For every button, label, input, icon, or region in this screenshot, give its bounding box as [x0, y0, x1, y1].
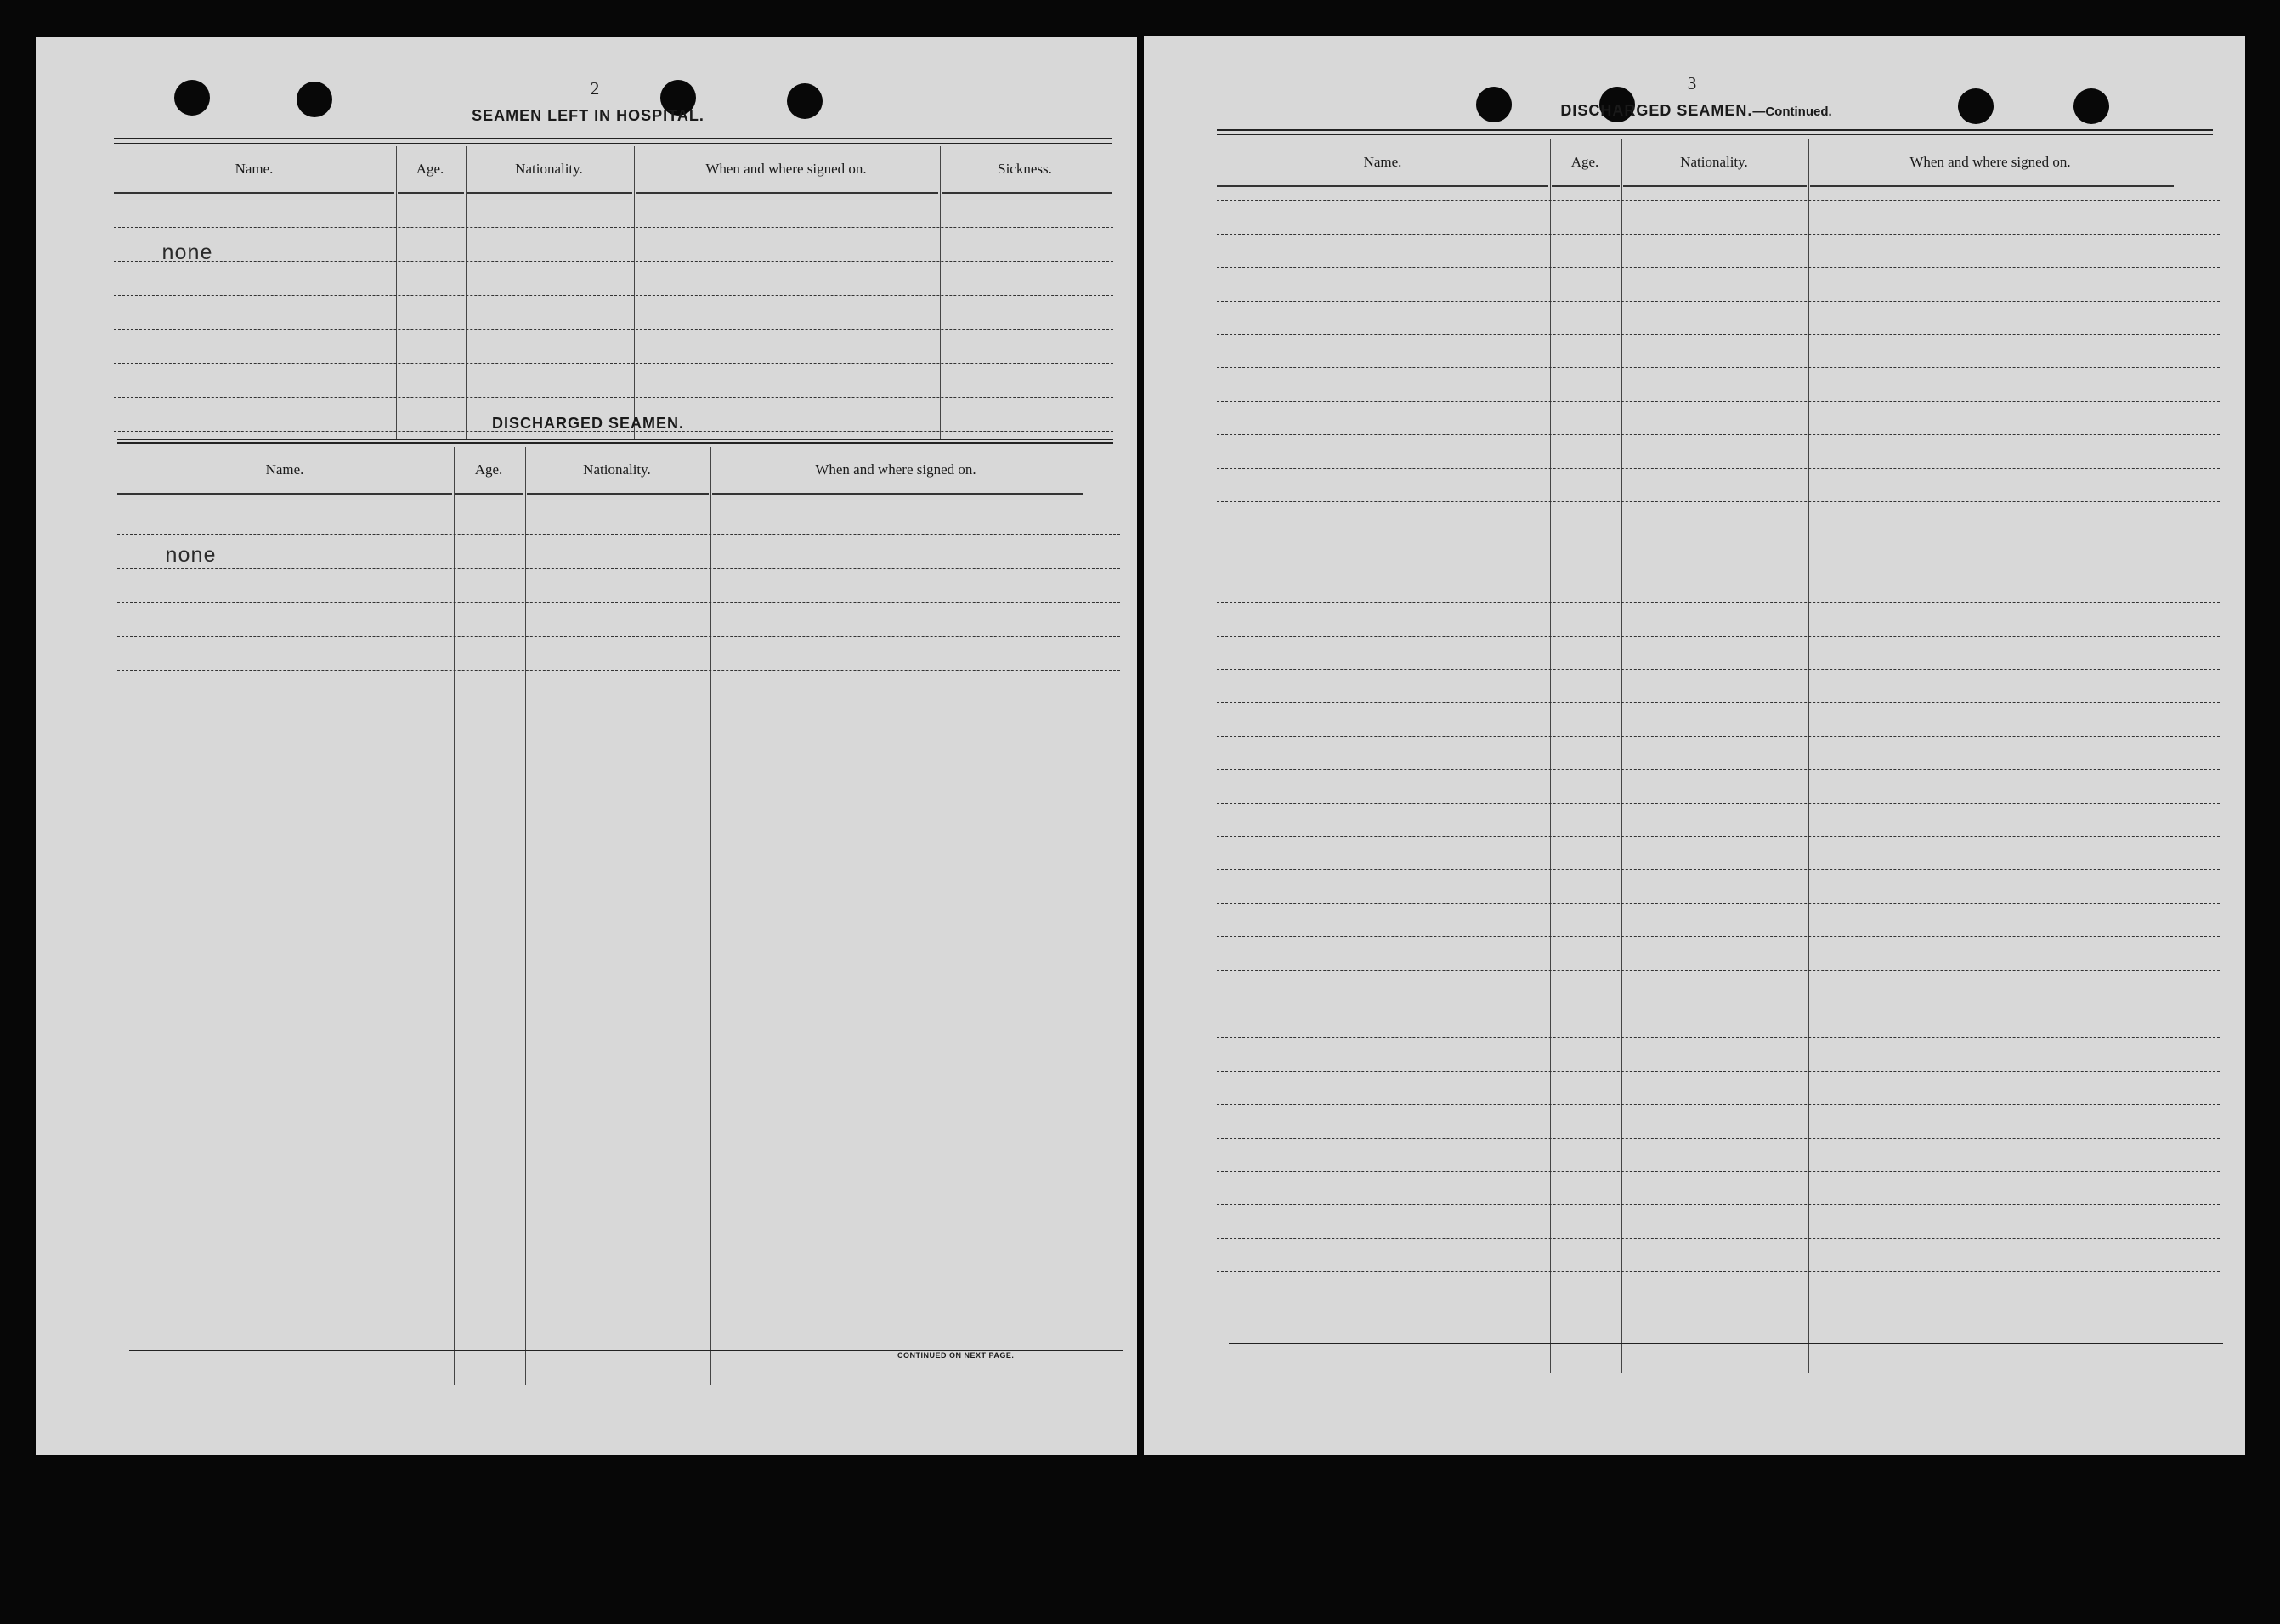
dashed-row-line [1217, 501, 2220, 502]
header-underline [636, 192, 938, 194]
dashed-row-line [117, 636, 1120, 637]
col-header-nationality: Nationality. [515, 161, 583, 177]
header-underline [527, 493, 709, 495]
dashed-row-line [1217, 1037, 2220, 1038]
col-header-when-where: When and where signed on. [1909, 154, 2071, 170]
dashed-row-line [1217, 702, 2220, 703]
dashed-row-line [117, 602, 1120, 603]
dashed-row-line [1217, 836, 2220, 837]
header-underline [467, 192, 632, 194]
header-underline [117, 493, 452, 495]
discharged-continued-table [1217, 139, 2220, 1373]
dashed-row-line [1217, 1138, 2220, 1139]
dashed-row-line [117, 568, 1120, 569]
punch-hole [1958, 88, 1994, 124]
header-underline [1217, 185, 1548, 187]
header-underline [1810, 185, 2174, 187]
discharged-table [117, 447, 1120, 1385]
dashed-row-line [1217, 267, 2220, 268]
dashed-row-line [114, 295, 1113, 296]
dashed-row-line [1217, 200, 2220, 201]
dashed-row-line [1217, 636, 2220, 637]
header-underline [712, 493, 1083, 495]
col-header-age: Age. [416, 161, 444, 177]
continued-footnote: CONTINUED ON NEXT PAGE. [897, 1351, 1015, 1360]
section-double-rule [117, 439, 1113, 444]
dashed-row-line [1217, 669, 2220, 670]
hospital-entry-name: none [161, 241, 213, 266]
col-header-nationality: Nationality. [583, 461, 651, 478]
column-divider [1550, 139, 1551, 1373]
dashed-row-line [1217, 367, 2220, 368]
discharged-continued-title [1501, 102, 1892, 120]
col-header-nationality: Nationality. [1680, 154, 1748, 170]
dashed-row-line [1217, 234, 2220, 235]
dashed-row-line [114, 329, 1113, 330]
dashed-row-line [1217, 1171, 2220, 1172]
dashed-row-line [114, 363, 1113, 364]
header-underline [1623, 185, 1807, 187]
dashed-row-line [117, 670, 1120, 671]
dashed-row-line [1217, 1071, 2220, 1072]
page-number: 3 [1687, 73, 1697, 93]
column-divider [1621, 139, 1622, 1373]
bottom-rule [1229, 1343, 2223, 1344]
dashed-row-line [1217, 1271, 2220, 1272]
column-divider [454, 447, 455, 1385]
column-divider [1808, 139, 1809, 1373]
title-main: DISCHARGED SEAMEN. [1560, 102, 1753, 119]
dashed-row-line [1217, 1104, 2220, 1105]
dashed-row-line [1217, 869, 2220, 870]
col-header-name: Name. [1363, 154, 1402, 170]
dashed-row-line [1217, 1204, 2220, 1205]
discharged-entry-name: none [165, 544, 217, 569]
page-number: 2 [590, 78, 600, 99]
header-underline [398, 192, 464, 194]
right-page [1144, 36, 2245, 1455]
dashed-row-line [1217, 903, 2220, 904]
header-underline [1552, 185, 1620, 187]
header-double-rule [114, 138, 1112, 144]
col-header-when-where: When and where signed on. [815, 461, 976, 478]
title-continued: —Continued. [1752, 105, 1832, 119]
col-header-age: Age. [1570, 154, 1599, 170]
dashed-row-line [1217, 1238, 2220, 1239]
dashed-row-line [1217, 434, 2220, 435]
header-underline [942, 192, 1112, 194]
header-underline [455, 493, 523, 495]
dashed-row-line [114, 227, 1113, 228]
dashed-row-line [1217, 301, 2220, 302]
hospital-section-title: SEAMEN LEFT IN HOSPITAL. [472, 107, 704, 124]
header-double-rule [1217, 129, 2213, 135]
dashed-row-line [117, 534, 1120, 535]
dashed-row-line [1217, 970, 2220, 971]
punch-hole [2073, 88, 2109, 124]
discharged-section-title: DISCHARGED SEAMEN. [491, 415, 685, 432]
column-divider [710, 447, 711, 1385]
hospital-table [114, 146, 1113, 440]
dashed-row-line [1217, 334, 2220, 335]
column-divider [525, 447, 526, 1385]
dashed-row-line [1217, 803, 2220, 804]
dashed-row-line [1217, 401, 2220, 402]
dashed-row-line [1217, 468, 2220, 469]
left-page [36, 37, 1137, 1455]
dashed-row-line [114, 261, 1113, 262]
punch-hole [297, 82, 332, 117]
col-header-name: Name. [265, 461, 304, 478]
header-underline [114, 192, 394, 194]
col-header-sickness: Sickness. [998, 161, 1052, 177]
dashed-row-line [114, 397, 1113, 398]
dashed-row-line [1217, 602, 2220, 603]
dashed-row-line [1217, 736, 2220, 737]
col-header-when-where: When and where signed on. [705, 161, 867, 177]
dashed-row-line [1217, 936, 2220, 937]
dashed-row-line [1217, 769, 2220, 770]
col-header-age: Age. [474, 461, 503, 478]
punch-hole [174, 80, 210, 116]
col-header-name: Name. [235, 161, 274, 177]
